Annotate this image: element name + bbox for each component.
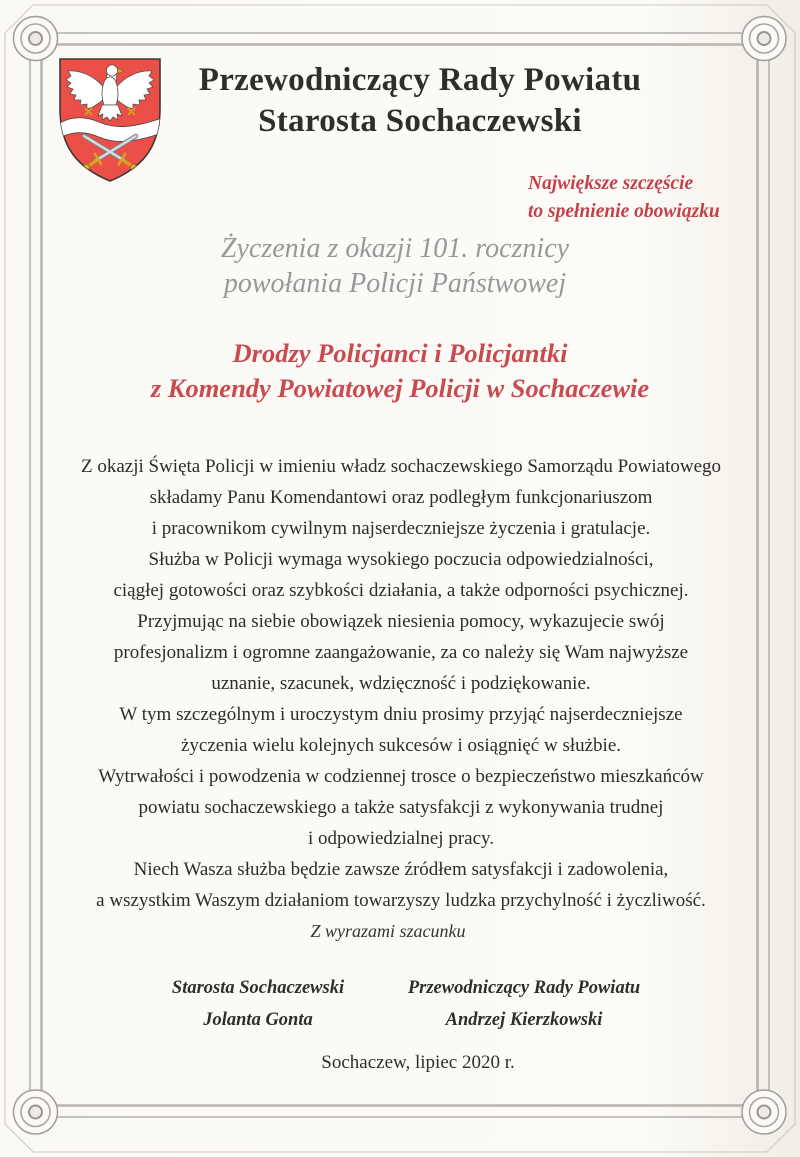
signature-title: Starosta Sochaczewski <box>171 978 345 998</box>
dateline: Sochaczew, lipiec 2020 r. <box>321 1052 515 1073</box>
motto-line1: Największe szczęście <box>528 173 694 194</box>
body-line: życzenia wielu kolejnych sukcesów i osiągnięć w służbie. <box>180 735 622 756</box>
signature-name: Jolanta Gonta <box>203 1010 313 1030</box>
letterhead-title-line2: Starosta Sochaczewski <box>258 103 582 139</box>
letterhead-title <box>108 60 732 142</box>
letter-body <box>45 451 757 916</box>
closing-phrase: Z wyrazami szacunku <box>310 921 466 941</box>
motto-line2: to spełnienie obowiązku <box>528 201 720 222</box>
body-line: powiatu sochaczewskiego a także satysfakcji z wykonywania trudnej <box>138 797 664 818</box>
motto <box>528 170 720 226</box>
salutation-heading-line1: Drodzy Policjanci i Policjantki <box>232 338 568 368</box>
body-line: profesjonalizm i ogromne zaangażowanie, za co należy się Wam najwyższe <box>113 642 689 663</box>
body-line: a wszystkim Waszym działaniom towarzyszy ludzka przychylność i życzliwość. <box>96 890 706 911</box>
occasion-heading-line1: Życzenia z okazji 101. rocznicy <box>220 233 570 264</box>
body-line: Przyjmując na siebie obowiązek niesienia pomocy, wykazujecie swój <box>137 611 665 632</box>
corner-ornament-icon <box>14 1090 58 1134</box>
body-line: Z okazji Święta Policji w imieniu władz sochaczewskiego Samorządu Powiatowego <box>80 456 722 477</box>
signature-title: Przewodniczący Rady Powiatu <box>407 978 641 998</box>
letterhead-title-line1: Przewodniczący Rady Powiatu <box>198 62 642 98</box>
occasion-heading-line2: powołania Policji Państwowej <box>223 268 567 299</box>
body-line: składamy Panu Komendantowi oraz podległym funkcjonariuszom <box>149 487 653 508</box>
body-line: W tym szczególnym i uroczystym dniu prosimy przyjąć najserdeczniejsze <box>119 704 683 725</box>
body-line: Wytrwałości i powodzenia w codziennej trosce o bezpieczeństwo mieszkańców <box>98 766 704 787</box>
body-line: Służba w Policji wymaga wysokiego poczucia odpowiedzialności, <box>148 549 654 570</box>
occasion-heading <box>0 231 790 301</box>
salutation-heading-line2: z Komendy Powiatowej Policji w Sochaczewie <box>150 373 650 403</box>
signature-left <box>126 972 390 1036</box>
body-line: ciągłej gotowości oraz szybkości działania, a także odporności psychicznej. <box>113 580 689 601</box>
body-line: i odpowiedzialnej pracy. <box>307 828 495 849</box>
signature-name: Andrzej Kierzkowski <box>445 1010 603 1030</box>
signature-right <box>392 972 656 1036</box>
corner-ornament-icon <box>742 1090 786 1134</box>
body-line: uznanie, szacunek, wdzięczność i podziękowanie. <box>211 673 591 694</box>
corner-ornament-icon <box>14 17 58 61</box>
corner-ornament-icon <box>742 17 786 61</box>
body-line: i pracownikom cywilnym najserdeczniejsze życzenia i gratulacje. <box>151 518 651 539</box>
body-line: Niech Wasza służba będzie zawsze źródłem satysfakcji i zadowolenia, <box>133 859 669 880</box>
salutation-heading <box>0 336 800 406</box>
